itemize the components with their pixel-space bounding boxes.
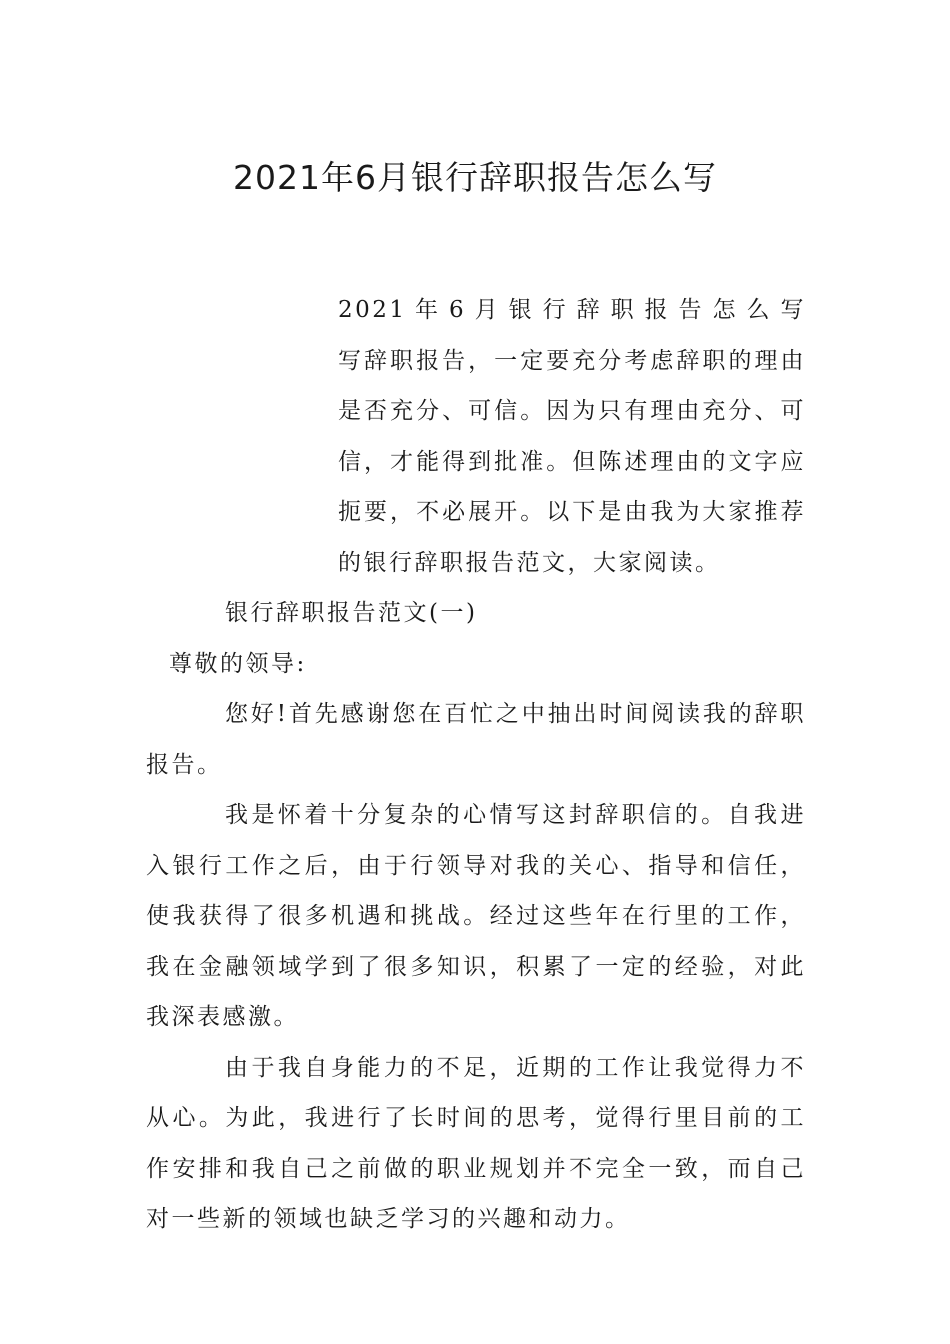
salutation: 尊敬的领导: [169, 650, 307, 677]
document-title: 2021年6月银行辞职报告怎么写 [233, 158, 717, 197]
section-heading: 银行辞职报告范文(一) [225, 600, 478, 626]
body-paragraph: 我是怀着十分复杂的心情写这封辞职信的。自我进入银行工作之后，由于行领导对我的关心、指导和信任，使我获得了很多机遇和挑战。经过这些年在行里的工作，我在金融领域学到了很多知识，积累了一定的经验，对此我深表感激。 [146, 802, 806, 1030]
body-paragraph: 您好!首先感谢您在百忙之中抽出时间阅读我的辞职报告。 [146, 701, 806, 778]
intro-paragraph: 2021年6月银行辞职报告怎么写 写辞职报告，一定要充分考虑辞职的理由是否充分、可信。因为只有理由充分、可信，才能得到批准。但陈述理由的文字应扼要，不必展开。以下是由我为大家推荐的银行辞职报告范文，大家阅读。 [338, 297, 883, 576]
document-body [146, 285, 883, 1245]
body-paragraph: 由于我自身能力的不足，近期的工作让我觉得力不从心。为此，我进行了长时间的思考，觉得行里目前的工作安排和我自己之前做的职业规划并不完全一致，而自己对一些新的领域也缺乏学习的兴趣和动力。 [146, 1054, 806, 1232]
